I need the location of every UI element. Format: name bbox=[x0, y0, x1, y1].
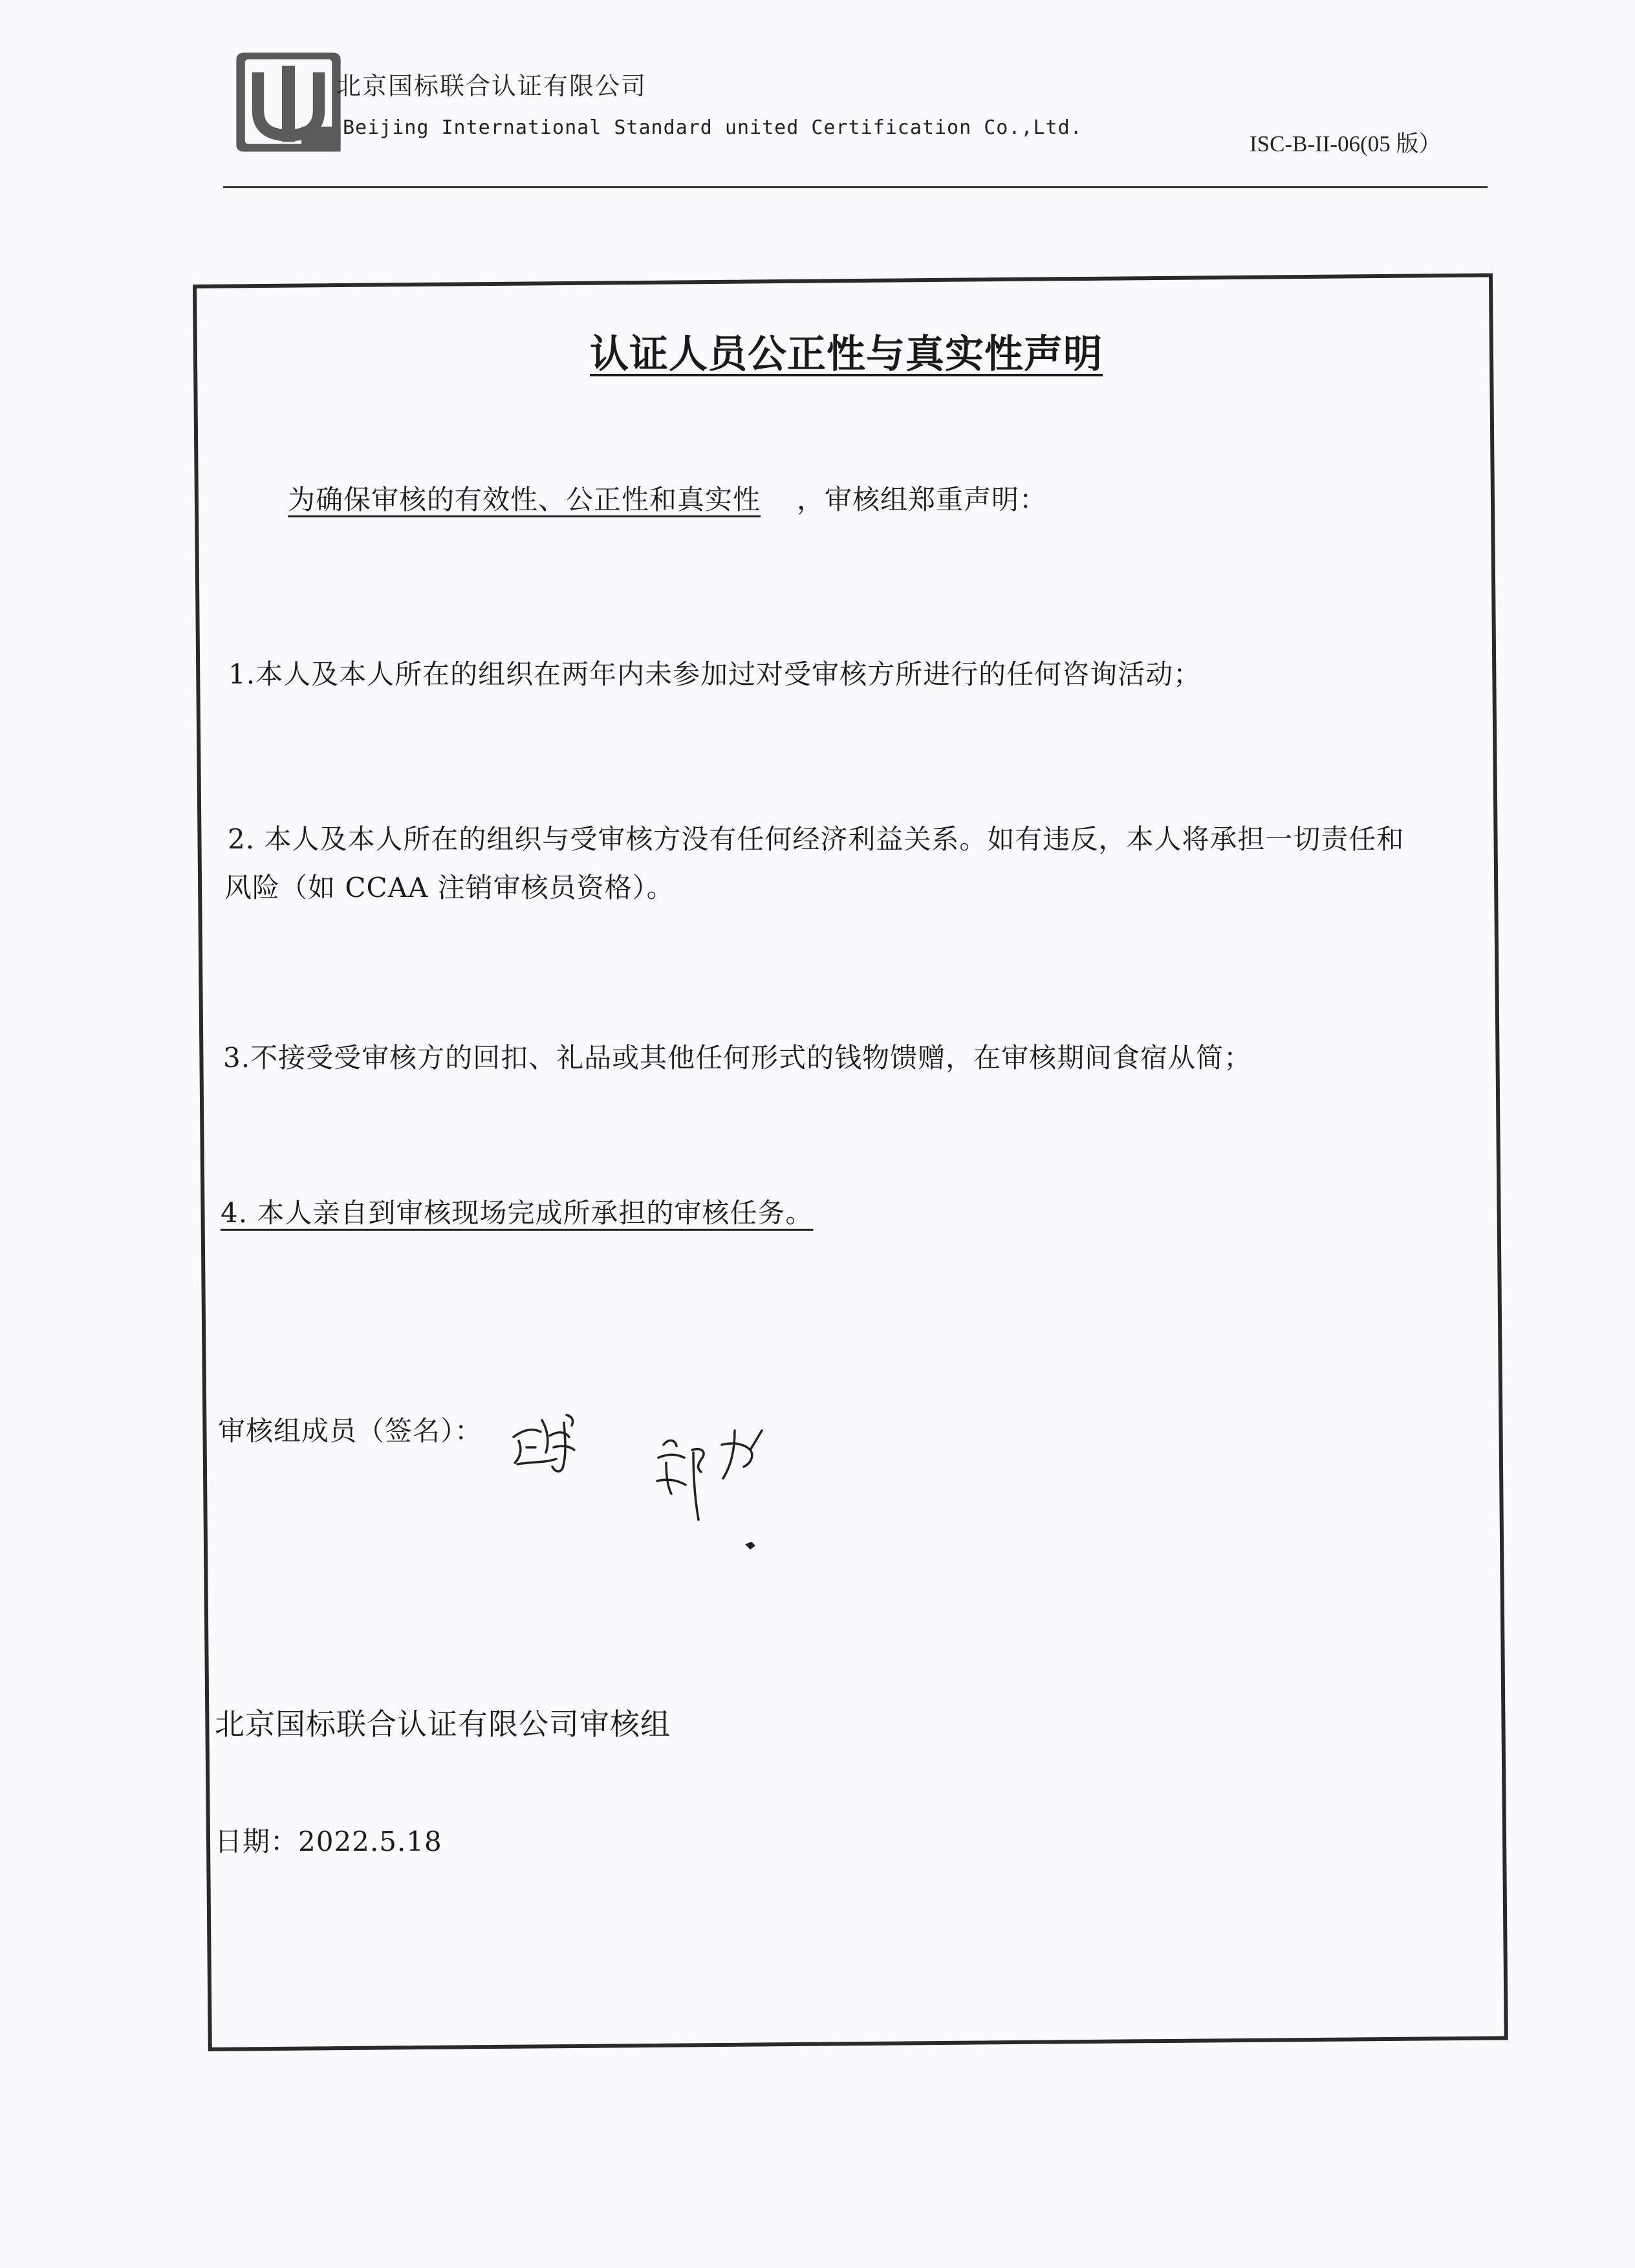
company-name-cn: 北京国标联合认证有限公司 bbox=[336, 72, 647, 100]
declaration-item-2-line-1: 2. 本人及本人所在的组织与受审核方没有任何经济利益关系。如有违反，本人将承担一切责任和 bbox=[228, 823, 1405, 855]
date-label: 日期：2022.5.18 bbox=[215, 1826, 442, 1857]
declaration-item-2-line-2: 风险（如 CCAA 注销审核员资格）。 bbox=[224, 872, 675, 903]
declaration-item-4-text: 4. 本人亲自到审核现场完成所承担的审核任务。 bbox=[221, 1197, 814, 1229]
declaration-item-4 bbox=[221, 1192, 832, 1231]
declaration-item-1: 1.本人及本人所在的组织在两年内未参加过对受审核方所进行的任何咨询活动； bbox=[228, 658, 1202, 690]
company-logo-icon bbox=[234, 50, 343, 154]
intro-rest-text: ，审核组郑重声明： bbox=[797, 484, 1048, 515]
company-name-en: Beijing International Standard united Certification Co.,Ltd. bbox=[343, 116, 1083, 139]
form-code: ISC-B-II-06(05 版） bbox=[1250, 131, 1442, 157]
handwritten-signature-2 bbox=[657, 1431, 762, 1520]
intro-underlined-text: 为确保审核的有效性、公正性和真实性 bbox=[288, 484, 761, 515]
document-frame bbox=[193, 273, 1508, 2051]
handwritten-signature-1 bbox=[504, 1390, 815, 1559]
declaration-item-3: 3.不接受受审核方的回扣、礼品或其他任何形式的钱物馈赠，在审核期间食宿从简； bbox=[223, 1042, 1252, 1074]
members-signature-label: 审核组成员（签名）： bbox=[218, 1415, 483, 1447]
audit-team-org-name: 北京国标联合认证有限公司审核组 bbox=[215, 1707, 671, 1742]
header-divider bbox=[223, 186, 1488, 188]
document-title: 认证人员公正性与真实性声明 bbox=[590, 332, 1103, 377]
